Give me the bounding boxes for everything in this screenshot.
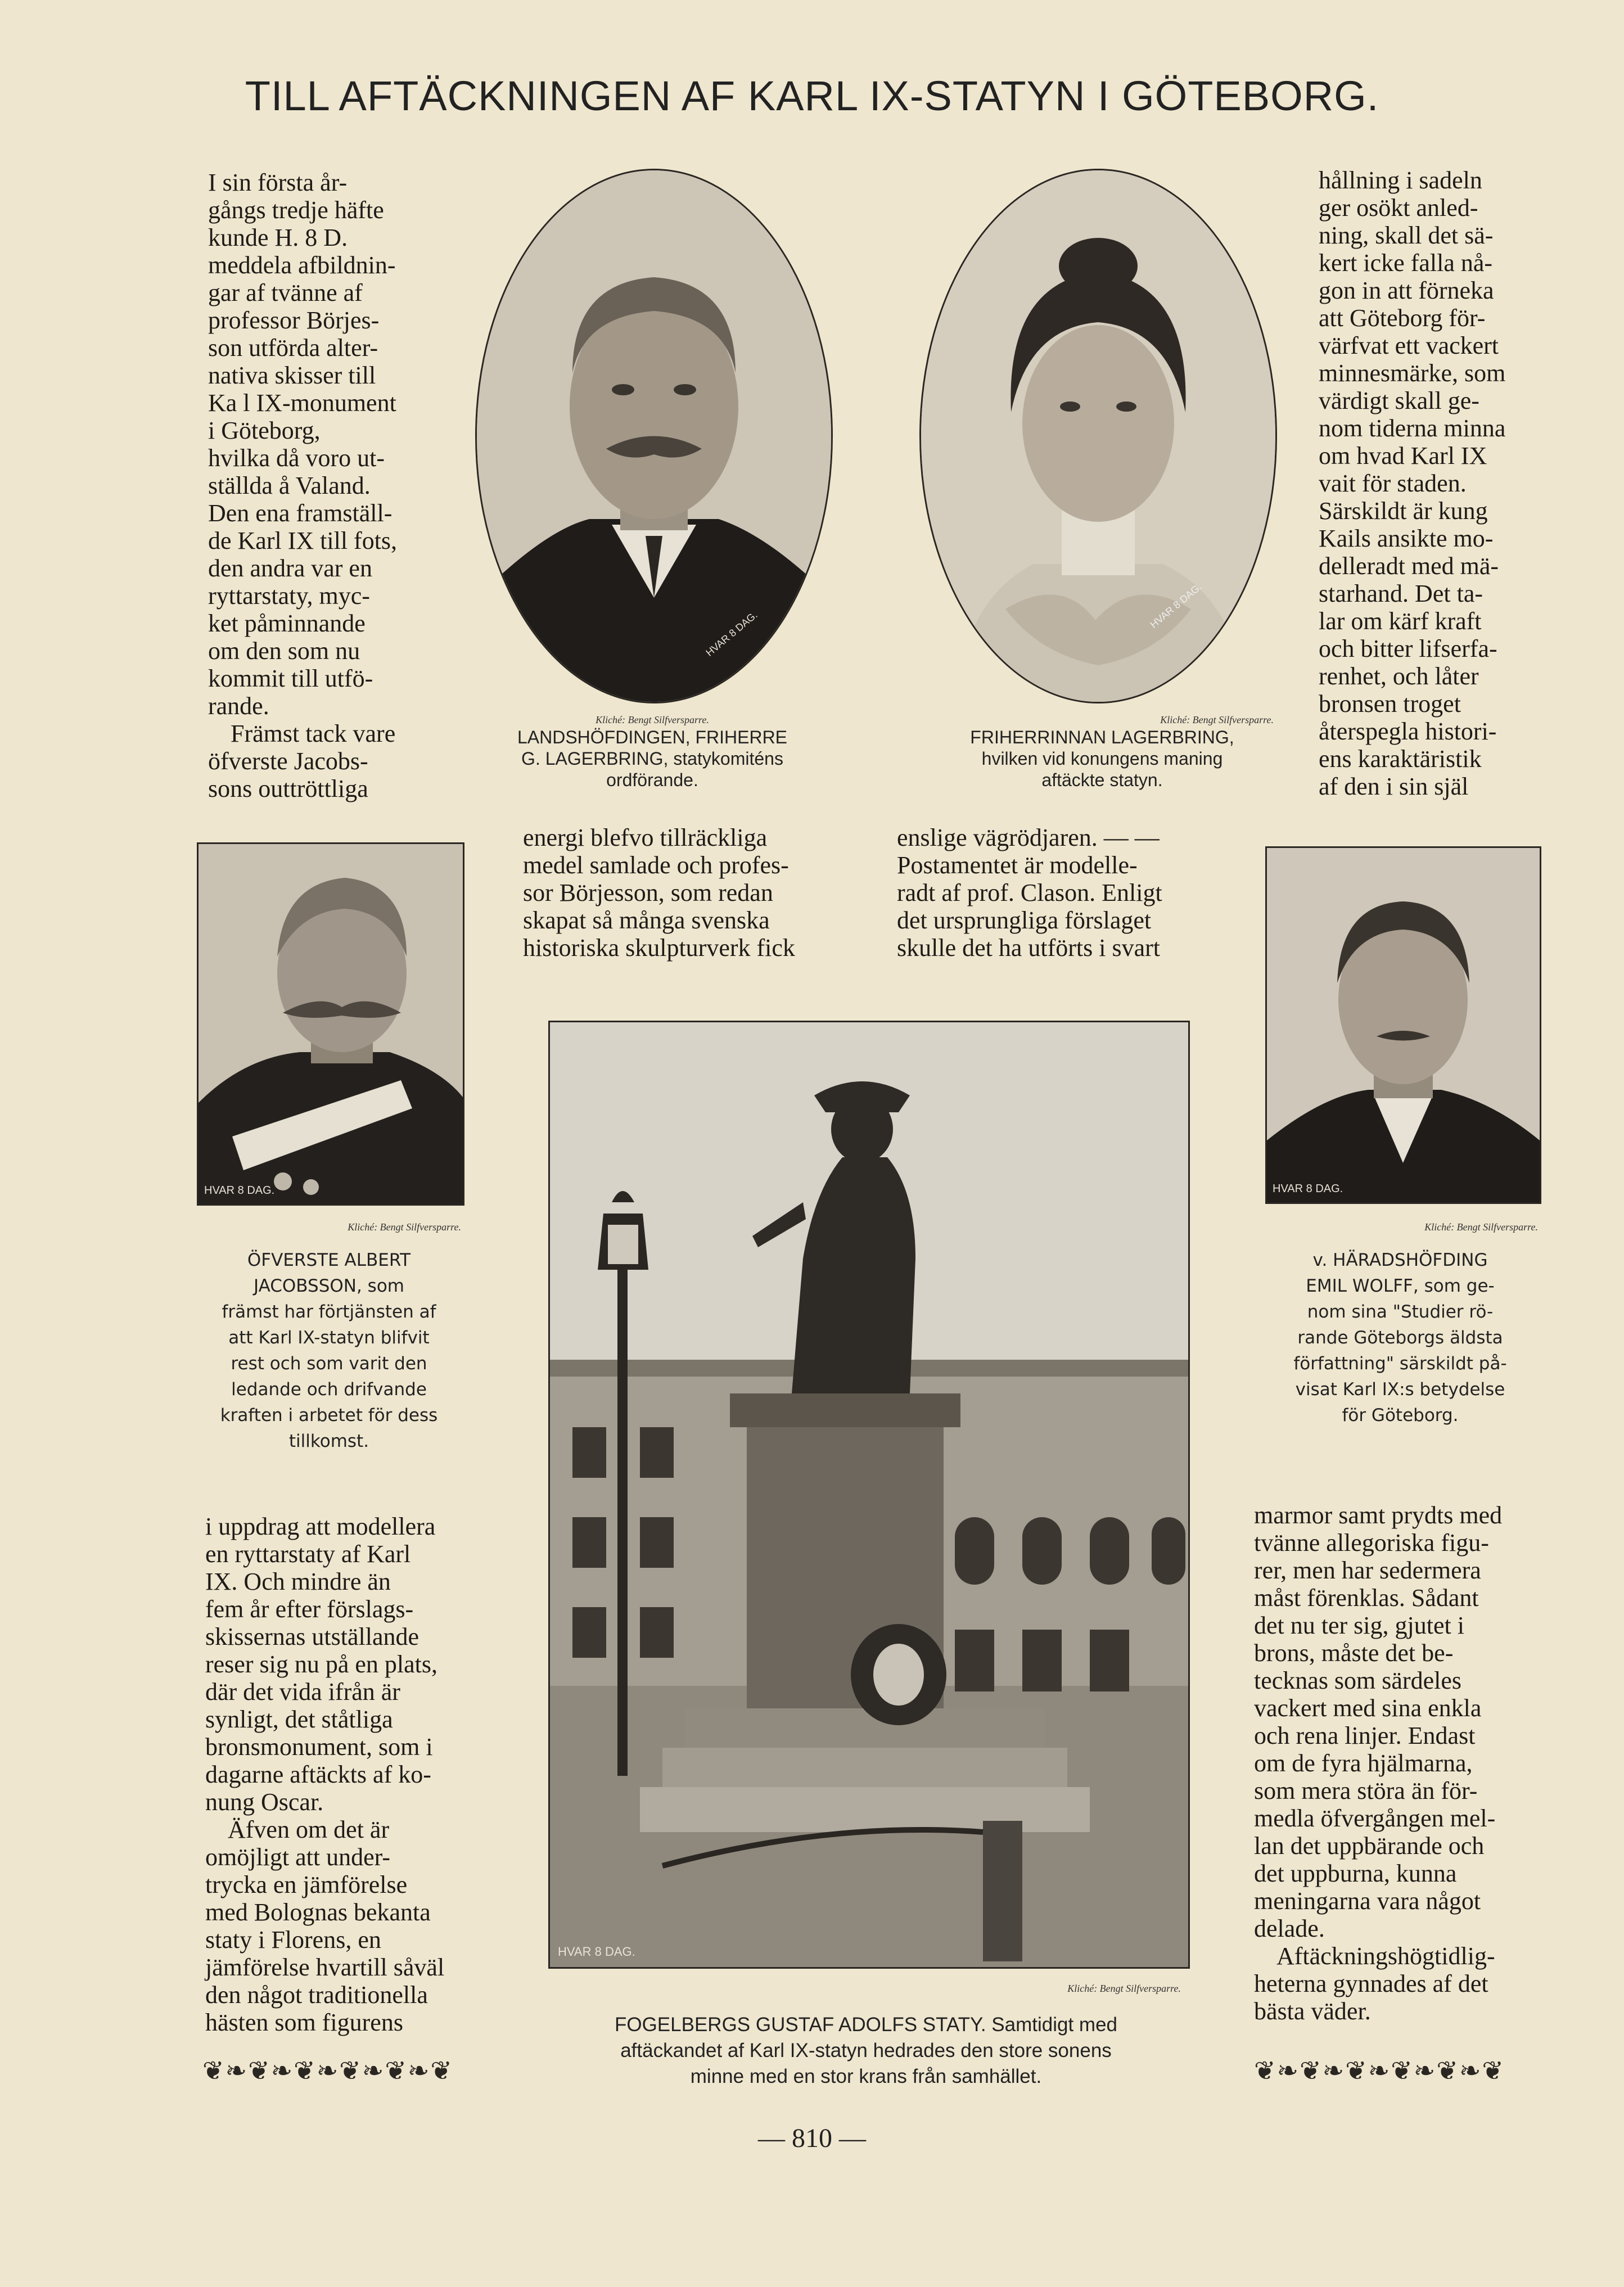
- text-column-right-top: [1319, 166, 1538, 800]
- text-column-center-left: [523, 824, 846, 962]
- portrait-officer-illustration: [199, 844, 463, 1204]
- watermark: HVAR 8 DAG.: [703, 609, 760, 658]
- portrait-man-illustration: [1267, 848, 1540, 1202]
- photo-statue: [548, 1021, 1190, 1969]
- paragraph: energi blefvo tillräckliga medel samlade och profes- sor Börjesson, som redan skapat så många svenska historiska skulpturverk fick: [523, 824, 795, 962]
- portrait-woman-illustration: [921, 170, 1275, 702]
- photo-credit: Kliché: Bengt Silfversparre.: [596, 714, 709, 725]
- text-column-left-top: [208, 169, 422, 802]
- ornament-divider: ❦❧❦❧❦❧❦❧❦❧❦: [202, 2055, 453, 2086]
- paragraph: I sin första år- gångs tredje häfte kunde H. 8 D. meddela afbildnin- gar af tvänne af professor Börjes- son utförda alter- nativa skisser till Ka l IX-monument i Göteborg, hvilka då voro ut- ställda å Valand. Den ena framställ- de Karl IX till fots, den andra var en ryttarstaty, myc- ket påminnande om den som nu kommit till utfö- rande.: [208, 169, 398, 720]
- photo-caption: ÖFVERSTE ALBERT JACOBSSON, som främst har förtjänsten af att Karl IX-statyn blifvit rest och som varit den ledande och drifvande kraften i arbetet för dess tillkomst.: [220, 1250, 438, 1451]
- photo-caption: v. HÄRADSHÖFDING EMIL WOLFF, som ge- nom sina "Studier rö- rande Göteborgs äldsta författning" särskildt på- visat Karl IX:s betydelse för Göteborg.: [1293, 1250, 1507, 1426]
- portrait-man-illustration: [477, 170, 831, 702]
- text-column-center-right: [897, 824, 1217, 962]
- page-title: TILL AFTÄCKNINGEN AF KARL IX-STATYN I GÖTEBORG.: [245, 73, 1379, 119]
- photo-caption: FOGELBERGS GUSTAF ADOLFS STATY. Samtidigt med aftäckandet af Karl IX-statyn hedrades den store sonens minne med en stor krans från samhället.: [614, 2014, 1118, 2087]
- photo-credit: Kliché: Bengt Silfversparre.: [1160, 714, 1274, 725]
- watermark: HVAR 8 DAG.: [204, 1184, 275, 1197]
- watermark: HVAR 8 DAG.: [558, 1945, 635, 1959]
- paragraph: Äfven om det är omöjligt att under- trycka en jämförelse med Bolognas bekanta staty i Florens, en jämförelse hvartill såväl den något traditionella hästen som figurens: [205, 1816, 445, 2036]
- paragraph: marmor samt prydts med tvänne allegoriska figu- rer, men har sedermera måst förenklas. Sådant det nu ter sig, gjutet i brons, måste det be- tecknas som särdeles vackert med sina enkla och rena linjer. Endast om de fyra hjälmarna, som mera störa än för- medla öfvergången mel- lan det uppbärande och det uppburna, kunna meningarna vara något delade.: [1254, 1501, 1503, 1942]
- photo-credit: Kliché: Bengt Silfversparre.: [348, 1221, 461, 1233]
- statue-illustration: [550, 1022, 1188, 1967]
- photo-credit: Kliché: Bengt Silfversparre.: [1067, 1983, 1181, 1994]
- paragraph: enslige vägrödjaren. — — Postamentet är modelle- radt af prof. Clason. Enligt det ursprungliga förslaget skulle det ha utförts i svart: [897, 824, 1162, 962]
- photo-caption: FRIHERRINNAN LAGERBRING, hvilken vid konungens maning aftäckte statyn.: [970, 727, 1234, 790]
- photo-caption: LANDSHÖFDINGEN, FRIHERRE G. LAGERBRING, statykomiténs ordförande.: [517, 727, 788, 790]
- ornament-divider: ❦❧❦❧❦❧❦❧❦❧❦: [1254, 2055, 1505, 2086]
- portrait-friherrinnan: [919, 169, 1277, 703]
- paragraph: Främst tack vare öfverste Jacobs- sons outtröttliga: [208, 720, 396, 802]
- paragraph: i uppdrag att modellera en ryttarstaty af Karl IX. Och mindre än fem år efter förslags- skissernas utställande reser sig nu på en plats, där det vida ifrån är synligt, det ståtliga bronsmonument, som i dagarne aftäckts af ko- nung Oscar.: [205, 1513, 437, 1816]
- portrait-landshofdingen: [475, 169, 833, 703]
- photo-credit: Kliché: Bengt Silfversparre.: [1424, 1221, 1538, 1233]
- page-number: — 810 —: [758, 2123, 866, 2153]
- paragraph: hållning i sadeln ger osökt anled- ning, skall det sä- kert icke falla nå- gon in att förneka att Göteborg för- värfvat ett vackert minnesmärke, som värdigt skall ge- nom tiderna minna om hvad Karl IX vait för staden. Särskildt är kung Kails ansikte mo- delleradt med mä- starhand. Det ta- lar om kärf kraft och bitter lifserfa- renhet, och låter bronsen troget återspegla histori- ens karaktäristik af den i sin själ: [1319, 166, 1506, 800]
- watermark: HVAR 8 DAG.: [1148, 581, 1204, 630]
- portrait-wolff: [1265, 846, 1541, 1204]
- text-column-left-bottom: [205, 1513, 486, 2036]
- text-column-right-bottom: [1254, 1501, 1538, 2025]
- portrait-jacobsson: [197, 842, 464, 1206]
- paragraph: Aftäckningshögtidlig- heterna gynnades af det bästa väder.: [1254, 1942, 1495, 2025]
- watermark: HVAR 8 DAG.: [1273, 1183, 1343, 1195]
